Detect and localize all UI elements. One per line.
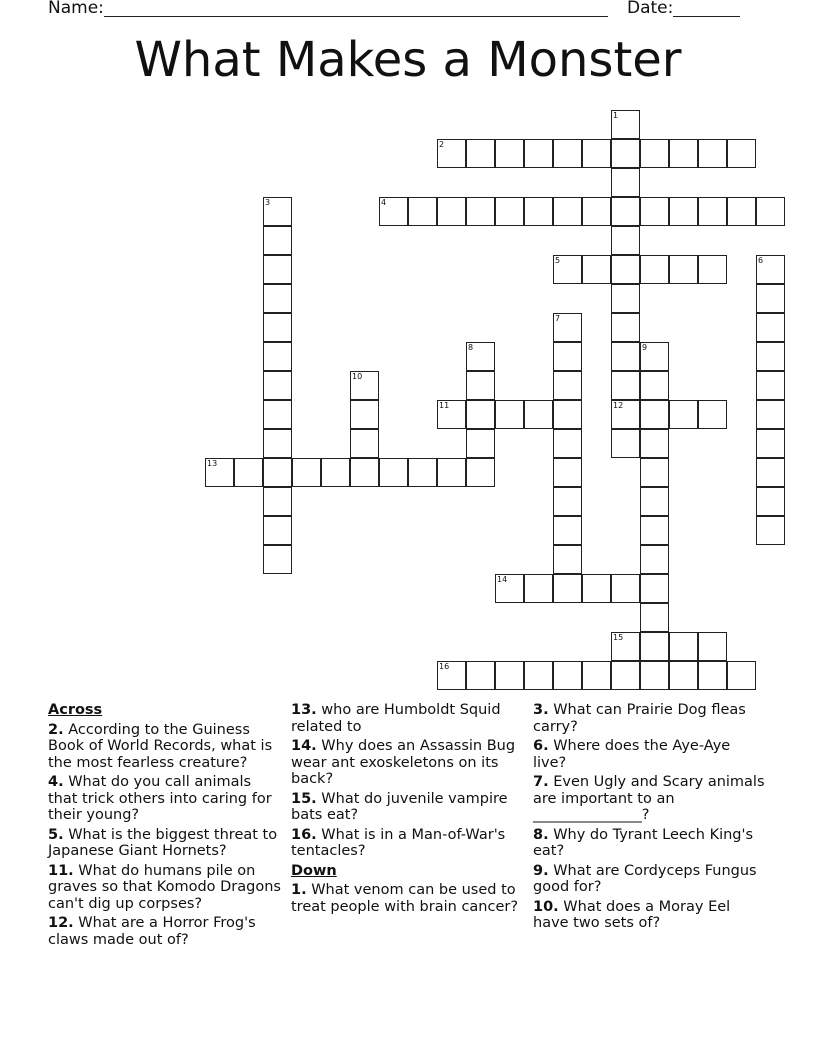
grid-cell[interactable] xyxy=(611,429,640,458)
grid-cell[interactable] xyxy=(611,226,640,255)
grid-cell[interactable] xyxy=(698,661,727,690)
clue-number: 12 xyxy=(613,401,624,410)
grid-cell[interactable] xyxy=(669,661,698,690)
grid-cell[interactable] xyxy=(553,458,582,487)
grid-cell[interactable] xyxy=(205,458,234,487)
grid-cell[interactable] xyxy=(611,313,640,342)
grid-cell[interactable] xyxy=(321,458,350,487)
grid-cell[interactable] xyxy=(466,429,495,458)
grid-cell[interactable] xyxy=(582,197,611,226)
grid-cell[interactable] xyxy=(553,574,582,603)
grid-cell[interactable] xyxy=(669,139,698,168)
grid-cell[interactable] xyxy=(263,371,292,400)
clue-number: 6 xyxy=(758,256,764,265)
clue-number: 4 xyxy=(381,198,387,207)
clue-across-5: 5. What is the biggest threat to Japanese Giant Hornets? xyxy=(48,826,278,859)
grid-cell[interactable] xyxy=(437,661,466,690)
clue-number: 8 xyxy=(468,343,474,352)
clue-down-7: 7. Even Ugly and Scary animals are important to an _______________? xyxy=(533,774,765,823)
grid-cell[interactable] xyxy=(698,632,727,661)
grid-cell[interactable] xyxy=(437,458,466,487)
clue-number: 1 xyxy=(613,111,619,120)
grid-cell[interactable] xyxy=(553,371,582,400)
grid-cell[interactable] xyxy=(379,458,408,487)
grid-cell[interactable] xyxy=(408,197,437,226)
grid-cell[interactable] xyxy=(350,371,379,400)
grid-cell[interactable] xyxy=(640,400,669,429)
clue-number: 2 xyxy=(439,140,445,149)
grid-cell[interactable] xyxy=(292,458,321,487)
grid-cell[interactable] xyxy=(524,139,553,168)
grid-cell[interactable] xyxy=(640,197,669,226)
grid-cell[interactable] xyxy=(640,661,669,690)
grid-cell[interactable] xyxy=(756,313,785,342)
grid-cell[interactable] xyxy=(495,400,524,429)
grid-cell[interactable] xyxy=(263,545,292,574)
grid-cell[interactable] xyxy=(466,400,495,429)
grid-cell[interactable] xyxy=(698,255,727,284)
clue-number: 9 xyxy=(642,343,648,352)
grid-cell[interactable] xyxy=(437,139,466,168)
grid-cell[interactable] xyxy=(669,632,698,661)
grid-cell[interactable] xyxy=(524,400,553,429)
grid-cell[interactable] xyxy=(495,139,524,168)
grid-cell[interactable] xyxy=(553,429,582,458)
grid-cell[interactable] xyxy=(553,487,582,516)
clue-across-11: 11. What do humans pile on graves so that Komodo Dragons can't dig up corpses? xyxy=(48,862,281,912)
grid-cell[interactable] xyxy=(756,458,785,487)
grid-cell[interactable] xyxy=(669,197,698,226)
grid-cell[interactable] xyxy=(553,313,582,342)
grid-cell[interactable] xyxy=(263,342,292,371)
grid-cell[interactable] xyxy=(698,197,727,226)
grid-cell[interactable] xyxy=(611,661,640,690)
grid-cell[interactable] xyxy=(756,197,785,226)
clue-across-15: 15. What do juvenile vampire bats eat? xyxy=(291,790,508,823)
grid-cell[interactable] xyxy=(669,255,698,284)
grid-cell[interactable] xyxy=(698,139,727,168)
grid-cell[interactable] xyxy=(495,197,524,226)
grid-cell[interactable] xyxy=(611,400,640,429)
grid-cell[interactable] xyxy=(466,371,495,400)
grid-cell[interactable] xyxy=(756,371,785,400)
grid-cell[interactable] xyxy=(756,255,785,284)
grid-cell[interactable] xyxy=(263,255,292,284)
across-heading: Across xyxy=(48,702,103,718)
grid-cell[interactable] xyxy=(524,661,553,690)
clue-down-10: 10. What does a Moray Eel have two sets of? xyxy=(533,898,731,931)
grid-cell[interactable] xyxy=(553,516,582,545)
grid-cell[interactable] xyxy=(263,516,292,545)
grid-cell[interactable] xyxy=(640,371,669,400)
grid-cell[interactable] xyxy=(640,342,669,371)
grid-cell[interactable] xyxy=(263,197,292,226)
grid-cell[interactable] xyxy=(640,574,669,603)
clue-across-4: 4. What do you call animals that trick others into caring for their young? xyxy=(48,774,272,823)
clue-across-16: 16. What is in a Man-of-War's tentacles? xyxy=(291,826,506,859)
clue-number: 3 xyxy=(265,198,271,207)
grid-cell[interactable] xyxy=(350,429,379,458)
grid-cell[interactable] xyxy=(350,400,379,429)
grid-cell[interactable] xyxy=(466,197,495,226)
grid-cell[interactable] xyxy=(640,255,669,284)
grid-cell[interactable] xyxy=(611,342,640,371)
grid-cell[interactable] xyxy=(756,284,785,313)
clue-down-9: 9. What are Cordyceps Fungus good for? xyxy=(533,862,757,895)
grid-cell[interactable] xyxy=(756,487,785,516)
grid-cell[interactable] xyxy=(611,139,640,168)
clue-across-14: 14. Why does an Assassin Bug wear ant exoskeletons on its back? xyxy=(291,738,516,787)
grid-cell[interactable] xyxy=(756,516,785,545)
grid-cell[interactable] xyxy=(553,197,582,226)
clue-number: 7 xyxy=(555,314,561,323)
clues-column-1 xyxy=(48,702,284,951)
grid-cell[interactable] xyxy=(698,400,727,429)
grid-cell[interactable] xyxy=(234,458,263,487)
grid-cell[interactable] xyxy=(466,139,495,168)
grid-cell[interactable] xyxy=(640,632,669,661)
grid-cell[interactable] xyxy=(640,458,669,487)
grid-cell[interactable] xyxy=(611,255,640,284)
grid-cell[interactable] xyxy=(553,545,582,574)
grid-cell[interactable] xyxy=(379,197,408,226)
grid-cell[interactable] xyxy=(553,139,582,168)
grid-cell[interactable] xyxy=(611,574,640,603)
grid-cell[interactable] xyxy=(611,284,640,313)
grid-cell[interactable] xyxy=(553,400,582,429)
clue-down-8: 8. Why do Tyrant Leech King's eat? xyxy=(533,826,754,859)
grid-cell[interactable] xyxy=(553,255,582,284)
clue-number: 11 xyxy=(439,401,450,410)
grid-cell[interactable] xyxy=(263,284,292,313)
grid-cell[interactable] xyxy=(582,574,611,603)
grid-cell[interactable] xyxy=(466,458,495,487)
grid-cell[interactable] xyxy=(727,139,756,168)
grid-cell[interactable] xyxy=(553,342,582,371)
grid-cell[interactable] xyxy=(437,400,466,429)
grid-cell[interactable] xyxy=(611,371,640,400)
grid-cell[interactable] xyxy=(553,661,582,690)
date-label: Date: xyxy=(627,0,674,18)
grid-cell[interactable] xyxy=(640,516,669,545)
grid-cell[interactable] xyxy=(611,168,640,197)
grid-cell[interactable] xyxy=(582,661,611,690)
grid-cell[interactable] xyxy=(582,255,611,284)
clue-down-3: 3. What can Prairie Dog fleas carry? xyxy=(533,702,746,735)
clue-number: 13 xyxy=(207,459,218,468)
clue-down-1: 1. What venom can be used to treat people with brain cancer? xyxy=(291,882,519,915)
grid-cell[interactable] xyxy=(437,197,466,226)
clue-number: 15 xyxy=(613,633,624,642)
grid-cell[interactable] xyxy=(611,197,640,226)
grid-cell[interactable] xyxy=(727,661,756,690)
grid-cell[interactable] xyxy=(640,545,669,574)
grid-cell[interactable] xyxy=(669,400,698,429)
grid-cell[interactable] xyxy=(495,661,524,690)
clues-column-2 xyxy=(291,702,523,918)
grid-cell[interactable] xyxy=(263,313,292,342)
grid-cell[interactable] xyxy=(640,139,669,168)
down-heading: Down xyxy=(291,862,337,879)
grid-cell[interactable] xyxy=(611,110,640,139)
grid-cell[interactable] xyxy=(640,603,669,632)
grid-cell[interactable] xyxy=(611,632,640,661)
grid-cell[interactable] xyxy=(640,487,669,516)
grid-cell[interactable] xyxy=(466,342,495,371)
clue-down-6: 6. Where does the Aye-Aye live? xyxy=(533,738,731,771)
grid-cell[interactable] xyxy=(727,197,756,226)
name-label: Name: xyxy=(48,0,104,18)
page-title: What Makes a Monster xyxy=(134,32,682,88)
grid-cell[interactable] xyxy=(408,458,437,487)
grid-cell[interactable] xyxy=(263,487,292,516)
grid-cell[interactable] xyxy=(263,226,292,255)
grid-cell[interactable] xyxy=(263,400,292,429)
clue-across-13: 13. who are Humboldt Squid related to xyxy=(291,702,501,735)
clue-across-12: 12. What are a Horror Frog's claws made out of? xyxy=(48,915,256,948)
grid-cell[interactable] xyxy=(263,429,292,458)
clue-number: 16 xyxy=(439,662,450,671)
grid-cell[interactable] xyxy=(466,661,495,690)
grid-cell[interactable] xyxy=(495,574,524,603)
grid-cell[interactable] xyxy=(582,139,611,168)
grid-cell[interactable] xyxy=(350,458,379,487)
clue-across-2: 2. According to the Guiness Book of World Records, what is the most fearless creature? xyxy=(48,721,273,771)
clue-number: 14 xyxy=(497,575,508,584)
grid-cell[interactable] xyxy=(756,342,785,371)
grid-cell[interactable] xyxy=(640,429,669,458)
grid-cell[interactable] xyxy=(524,197,553,226)
clues-column-3 xyxy=(533,702,765,935)
grid-cell[interactable] xyxy=(524,574,553,603)
grid-cell[interactable] xyxy=(756,429,785,458)
clue-number: 10 xyxy=(352,372,363,381)
clue-number: 5 xyxy=(555,256,561,265)
grid-cell[interactable] xyxy=(263,458,292,487)
grid-cell[interactable] xyxy=(756,400,785,429)
